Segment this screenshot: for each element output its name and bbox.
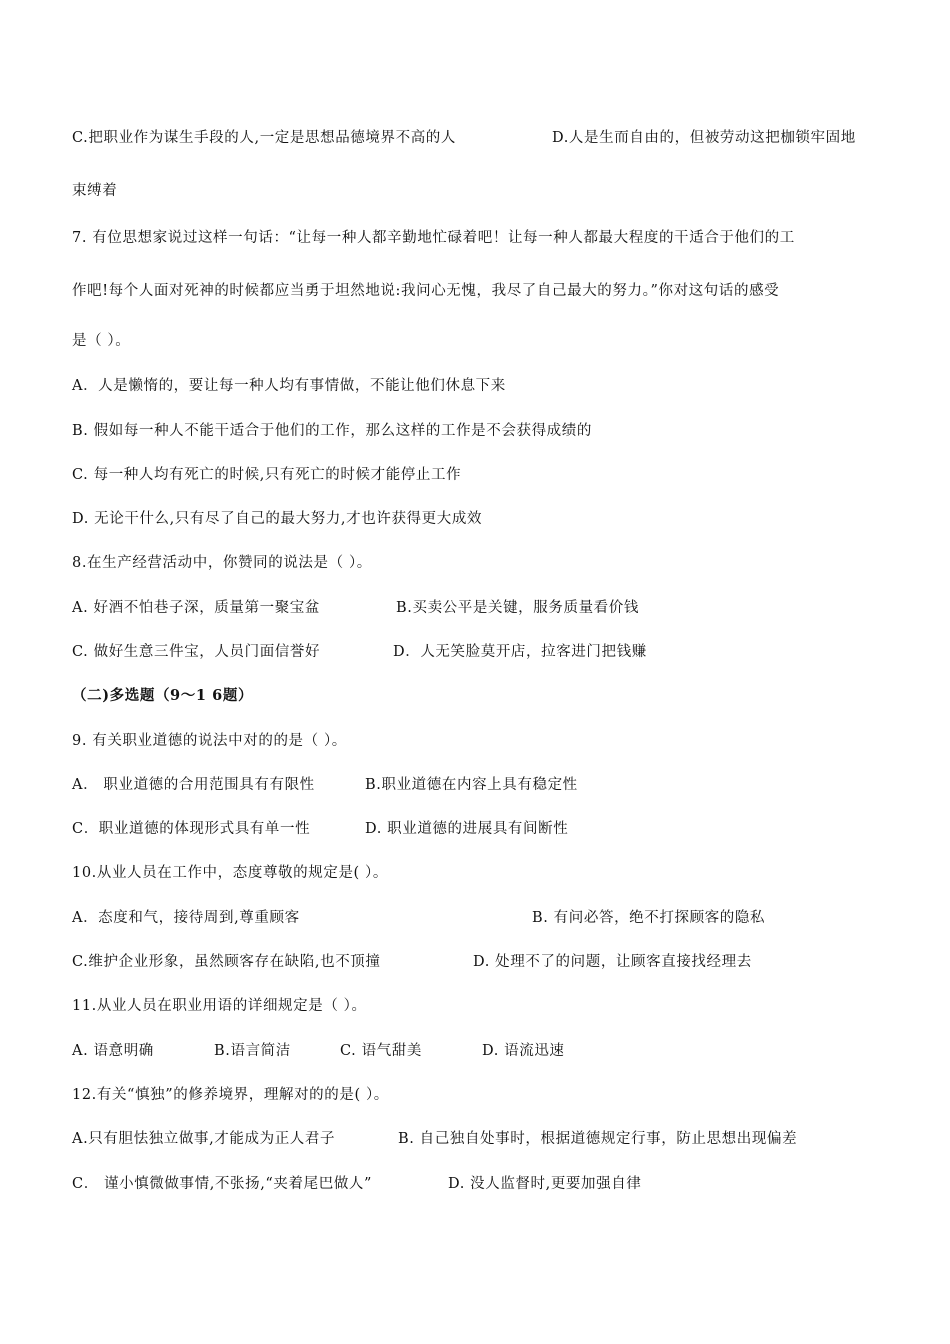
- q11-option-a: A. 语意明确: [72, 1043, 154, 1059]
- q6-option-d: D.人是生而自由的，但被劳动这把枷锁牢固地: [552, 130, 856, 146]
- q8-option-c: C. 做好生意三件宝，人员门面信誉好: [72, 644, 321, 660]
- q12-option-d: D. 没人监督时,更要加强自律: [448, 1176, 642, 1192]
- q6-option-c: C.把职业作为谋生手段的人,一定是思想品德境界不高的人: [72, 130, 456, 146]
- q9-option-c: C．职业道德的体现形式具有单一性: [72, 821, 311, 837]
- section-multiple-choice-heading: （二)多选题（9～1 6题）: [72, 687, 254, 704]
- q9-option-d: D. 职业道德的进展具有间断性: [365, 821, 569, 837]
- q7-stem-line-2: 作吧!每个人面对死神的时候都应当勇于坦然地说:我问心无愧，我尽了自己最大的努力。”你对这句话的感受: [72, 283, 780, 299]
- q7-stem-line-1: 7. 有位思想家说过这样一句话：“让每一种人都辛勤地忙碌着吧！让每一种人都最大程度的干适合于他们的工: [72, 230, 795, 246]
- q7-option-d: D. 无论干什么,只有尽了自己的最大努力,才也许获得更大成效: [72, 511, 483, 527]
- q9-option-a: A． 职业道德的合用范围具有有限性: [72, 777, 315, 793]
- q8-option-d: D．人无笑脸莫开店，拉客进门把钱赚: [393, 644, 647, 660]
- q7-option-b: B. 假如每一种人不能干适合于他们的工作，那么这样的工作是不会获得成绩的: [72, 423, 592, 439]
- q6-option-d-continued: 束缚着: [72, 183, 118, 199]
- q7-option-a: A．人是懒惰的，要让每一种人均有事情做，不能让他们休息下来: [72, 378, 506, 394]
- q12-option-b: B. 自己独自处事时，根据道德规定行事，防止思想出现偏差: [398, 1131, 798, 1147]
- q11-option-c: C. 语气甜美: [340, 1043, 422, 1059]
- q10-option-c: C.维护企业形象，虽然顾客存在缺陷,也不顶撞: [72, 954, 381, 970]
- q12-option-a: A.只有胆怯独立做事,才能成为正人君子: [72, 1131, 336, 1147]
- q7-stem-line-3: 是（ ）。: [72, 333, 131, 349]
- q12-stem: 12.有关“慎独”的修养境界，理解对的的是( ）。: [72, 1087, 389, 1103]
- q10-option-b: B. 有问必答，绝不打探顾客的隐私: [532, 910, 766, 926]
- q9-stem: 9. 有关职业道德的说法中对的的是（ ）。: [72, 733, 347, 749]
- q11-stem: 11.从业人员在职业用语的详细规定是（ ）。: [72, 998, 367, 1014]
- q12-option-c: C． 谨小慎微做事情,不张扬,“夹着尾巴做人”: [72, 1176, 373, 1192]
- q10-option-a: A．态度和气，接待周到,尊重顾客: [72, 910, 300, 926]
- q10-option-d: D. 处理不了的问题，让顾客直接找经理去: [473, 954, 752, 970]
- q7-option-c: C. 每一种人均有死亡的时候,只有死亡的时候才能停止工作: [72, 467, 462, 483]
- q8-option-b: B.买卖公平是关键，服务质量看价钱: [396, 600, 639, 616]
- q10-stem: 10.从业人员在工作中，态度尊敬的规定是( ）。: [72, 865, 388, 881]
- q8-stem: 8.在生产经营活动中，你赞同的说法是（ ）。: [72, 555, 372, 571]
- q8-option-a: A. 好酒不怕巷子深，质量第一聚宝盆: [72, 600, 320, 616]
- q11-option-b: B.语言简洁: [214, 1043, 291, 1059]
- q11-option-d: D. 语流迅速: [482, 1043, 565, 1059]
- q9-option-b: B.职业道德在内容上具有稳定性: [365, 777, 578, 793]
